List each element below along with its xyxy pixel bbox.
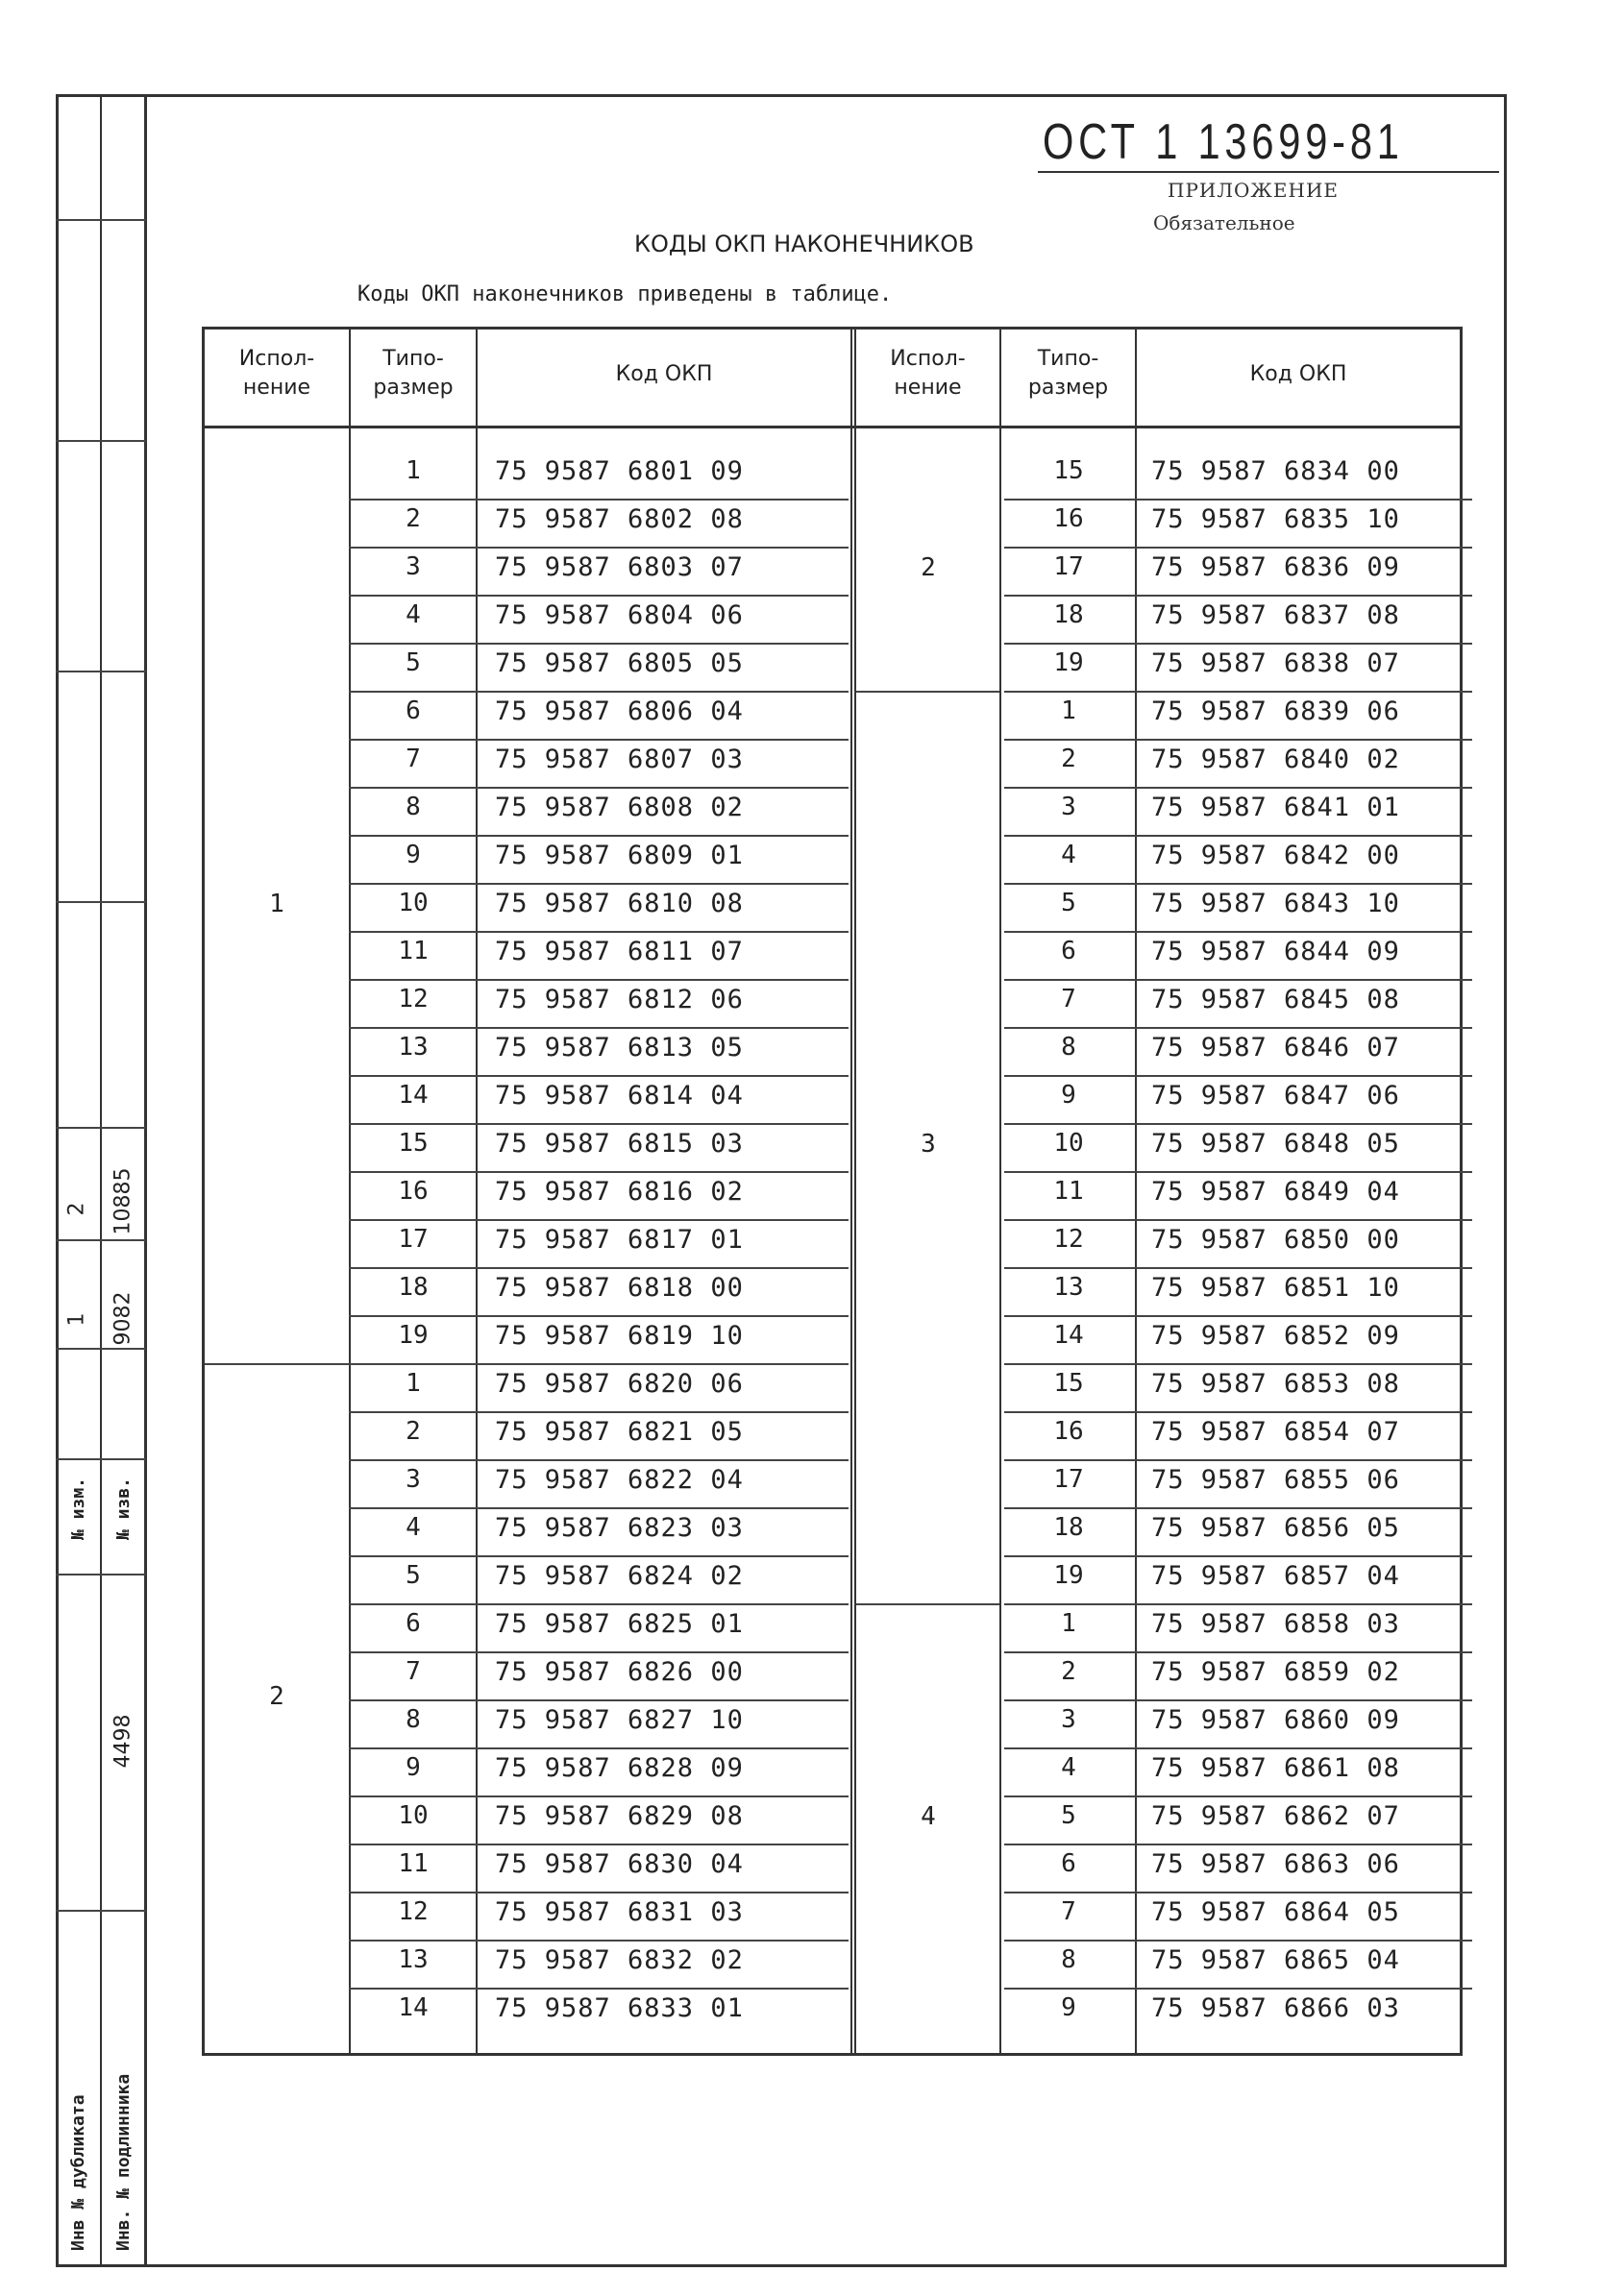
row-rule [1004, 1699, 1472, 1701]
tiporazmer-cell: 17 [1053, 1465, 1084, 1494]
okp-code-cell: 75 9587 6857 04 [1151, 1561, 1400, 1591]
page-title: КОДЫ ОКП НАКОНЕЧНИКОВ [634, 231, 974, 257]
tiporazmer-cell: 12 [398, 1897, 429, 1926]
tiporazmer-cell: 13 [398, 1033, 429, 1062]
okp-code-cell: 75 9587 6859 02 [1151, 1657, 1400, 1687]
okp-code-cell: 75 9587 6809 01 [495, 841, 744, 870]
tiporazmer-cell: 15 [398, 1129, 429, 1158]
okp-code-cell: 75 9587 6841 01 [1151, 793, 1400, 822]
okp-code-cell: 75 9587 6851 10 [1151, 1273, 1400, 1303]
okp-code-cell: 75 9587 6839 06 [1151, 696, 1400, 726]
row-rule [349, 1507, 849, 1509]
row-rule [349, 1747, 849, 1749]
tiporazmer-cell: 4 [1061, 1753, 1076, 1782]
tiporazmer-cell: 12 [398, 985, 429, 1014]
tiporazmer-cell: 7 [406, 745, 421, 773]
row-rule [1004, 1075, 1472, 1077]
okp-code-cell: 75 9587 6846 07 [1151, 1033, 1400, 1063]
table-center-divider [850, 330, 856, 2053]
row-rule [349, 691, 849, 693]
row-rule [349, 883, 849, 885]
tiporazmer-cell: 3 [406, 1465, 421, 1494]
row-rule [1004, 1747, 1472, 1749]
row-rule [1004, 1315, 1472, 1317]
tiporazmer-cell: 8 [406, 1705, 421, 1734]
tiporazmer-cell: 2 [1061, 745, 1076, 773]
okp-code-cell: 75 9587 6826 00 [495, 1657, 744, 1687]
strip-rule [56, 440, 146, 442]
izv-value: 10885 [111, 1167, 135, 1235]
okp-code-cell: 75 9587 6806 04 [495, 696, 744, 726]
row-rule [349, 1988, 849, 1990]
izv-label: № изв. [113, 1478, 134, 1541]
row-rule [1004, 499, 1472, 501]
ispolnenie-cell: 1 [269, 890, 284, 918]
row-rule [349, 643, 849, 645]
tiporazmer-cell: 9 [1061, 1081, 1076, 1110]
strip-rule [56, 1574, 146, 1575]
row-rule [349, 1267, 849, 1269]
row-rule [349, 1171, 849, 1173]
tiporazmer-cell: 7 [1061, 985, 1076, 1014]
okp-code-cell: 75 9587 6835 10 [1151, 504, 1400, 534]
okp-code-cell: 75 9587 6853 08 [1151, 1369, 1400, 1399]
tiporazmer-cell: 16 [1053, 504, 1084, 533]
inv-podl-label: Инв. № подлинника [113, 2073, 134, 2251]
okp-code-cell: 75 9587 6855 06 [1151, 1465, 1400, 1495]
tiporazmer-cell: 16 [1053, 1417, 1084, 1446]
row-rule [1004, 1555, 1472, 1557]
tiporazmer-cell: 7 [406, 1657, 421, 1686]
tiporazmer-cell: 2 [406, 1417, 421, 1446]
row-rule [349, 1411, 849, 1413]
tiporazmer-cell: 6 [406, 696, 421, 725]
header-ispolnenie: Испол- нение [890, 347, 966, 400]
tiporazmer-cell: 5 [1061, 1801, 1076, 1830]
okp-code-cell: 75 9587 6828 09 [495, 1753, 744, 1783]
header-kod-okp: Код ОКП [1249, 362, 1347, 386]
tiporazmer-cell: 8 [1061, 1945, 1076, 1974]
row-rule [1004, 1219, 1472, 1221]
ispolnenie-cell: 2 [269, 1682, 284, 1711]
row-rule [349, 1940, 849, 1942]
row-rule [1004, 739, 1472, 741]
row-rule [1004, 1844, 1472, 1845]
okp-code-cell: 75 9587 6805 05 [495, 648, 744, 678]
tiporazmer-cell: 6 [1061, 937, 1076, 965]
strip-rule [56, 1458, 146, 1460]
strip-divider [144, 94, 147, 2267]
row-rule [1004, 979, 1472, 981]
strip-rule [56, 1348, 146, 1350]
row-rule [1004, 1123, 1472, 1125]
tiporazmer-cell: 2 [1061, 1657, 1076, 1686]
izm-value: 2 [64, 1202, 89, 1216]
okp-code-cell: 75 9587 6830 04 [495, 1849, 744, 1879]
tiporazmer-cell: 11 [1053, 1177, 1084, 1206]
ispolnenie-cell: 4 [921, 1802, 936, 1831]
okp-code-cell: 75 9587 6864 05 [1151, 1897, 1400, 1927]
okp-code-cell: 75 9587 6829 08 [495, 1801, 744, 1831]
strip-rule [56, 219, 146, 221]
row-rule [1004, 643, 1472, 645]
tiporazmer-cell: 3 [406, 552, 421, 581]
tiporazmer-cell: 19 [1053, 1561, 1084, 1590]
tiporazmer-cell: 8 [1061, 1033, 1076, 1062]
tiporazmer-cell: 6 [406, 1609, 421, 1638]
okp-code-cell: 75 9587 6861 08 [1151, 1753, 1400, 1783]
strip-rule [56, 1910, 146, 1912]
intro-text: Коды ОКП наконечников приведены в таблице. [357, 282, 893, 306]
row-rule [1004, 1459, 1472, 1461]
row-rule [349, 979, 849, 981]
okp-code-cell: 75 9587 6824 02 [495, 1561, 744, 1591]
row-rule [1004, 883, 1472, 885]
okp-code-cell: 75 9587 6840 02 [1151, 745, 1400, 774]
row-rule [1004, 1363, 1472, 1365]
okp-code-cell: 75 9587 6804 06 [495, 600, 744, 630]
okp-code-cell: 75 9587 6833 01 [495, 1993, 744, 2023]
ispolnenie-cell: 2 [921, 553, 936, 582]
tiporazmer-cell: 10 [398, 889, 429, 917]
tiporazmer-cell: 10 [1053, 1129, 1084, 1158]
row-rule [1004, 787, 1472, 789]
tiporazmer-cell: 9 [406, 841, 421, 869]
column-rule [999, 330, 1001, 2053]
group-rule [856, 691, 999, 693]
okp-code-cell: 75 9587 6845 08 [1151, 985, 1400, 1014]
okp-code-cell: 75 9587 6822 04 [495, 1465, 744, 1495]
row-rule [1004, 1795, 1472, 1797]
okp-code-cell: 75 9587 6812 06 [495, 985, 744, 1014]
appendix-label: ПРИЛОЖЕНИЕ [1168, 179, 1339, 202]
header-ispolnenie: Испол- нение [238, 347, 315, 400]
row-rule [1004, 691, 1472, 693]
tiporazmer-cell: 4 [406, 600, 421, 629]
okp-code-cell: 75 9587 6834 00 [1151, 456, 1400, 486]
row-rule [349, 1555, 849, 1557]
tiporazmer-cell: 7 [1061, 1897, 1076, 1926]
standard-code: ОСТ 1 13699-81 [1043, 114, 1404, 170]
izm-value: 1 [64, 1312, 89, 1327]
tiporazmer-cell: 12 [1053, 1225, 1084, 1254]
tiporazmer-cell: 10 [398, 1801, 429, 1830]
okp-code-cell: 75 9587 6854 07 [1151, 1417, 1400, 1447]
okp-code-cell: 75 9587 6802 08 [495, 504, 744, 534]
group-rule [205, 1363, 349, 1365]
okp-code-cell: 75 9587 6866 03 [1151, 1993, 1400, 2023]
okp-code-cell: 75 9587 6803 07 [495, 552, 744, 582]
tiporazmer-cell: 13 [398, 1945, 429, 1974]
header-kod-okp: Код ОКП [615, 362, 713, 386]
row-rule [349, 1459, 849, 1461]
row-rule [1004, 931, 1472, 933]
okp-code-cell: 75 9587 6865 04 [1151, 1945, 1400, 1975]
row-rule [349, 1892, 849, 1893]
row-rule [1004, 1940, 1472, 1942]
tiporazmer-cell: 13 [1053, 1273, 1084, 1302]
okp-code-cell: 75 9587 6849 04 [1151, 1177, 1400, 1207]
row-rule [1004, 1171, 1472, 1173]
row-rule [349, 1075, 849, 1077]
okp-code-cell: 75 9587 6842 00 [1151, 841, 1400, 870]
okp-code-cell: 75 9587 6807 03 [495, 745, 744, 774]
tiporazmer-cell: 1 [406, 456, 421, 485]
tiporazmer-cell: 17 [1053, 552, 1084, 581]
okp-code-cell: 75 9587 6811 07 [495, 937, 744, 966]
strip-rule [56, 1127, 146, 1129]
tiporazmer-cell: 1 [1061, 696, 1076, 725]
row-rule [349, 1795, 849, 1797]
okp-code-cell: 75 9587 6814 04 [495, 1081, 744, 1111]
okp-code-cell: 75 9587 6843 10 [1151, 889, 1400, 918]
row-rule [349, 1123, 849, 1125]
row-rule [1004, 1651, 1472, 1653]
okp-code-cell: 75 9587 6838 07 [1151, 648, 1400, 678]
strip-divider [100, 94, 102, 2267]
row-rule [349, 595, 849, 597]
okp-code-cell: 75 9587 6856 05 [1151, 1513, 1400, 1543]
row-rule [349, 787, 849, 789]
okp-code-cell: 75 9587 6850 00 [1151, 1225, 1400, 1255]
okp-code-cell: 75 9587 6863 06 [1151, 1849, 1400, 1879]
row-rule [349, 1603, 849, 1605]
row-rule [349, 1844, 849, 1845]
row-rule [1004, 1988, 1472, 1990]
okp-code-cell: 75 9587 6844 09 [1151, 937, 1400, 966]
okp-code-cell: 75 9587 6847 06 [1151, 1081, 1400, 1111]
row-rule [1004, 1507, 1472, 1509]
row-rule [349, 1363, 849, 1365]
strip-rule [56, 1239, 146, 1241]
header-tiporazmer: Типо- размер [1027, 347, 1109, 400]
okp-code-cell: 75 9587 6862 07 [1151, 1801, 1400, 1831]
header-rule [205, 426, 1460, 428]
tiporazmer-cell: 3 [1061, 1705, 1076, 1734]
row-rule [349, 931, 849, 933]
tiporazmer-cell: 1 [406, 1369, 421, 1398]
tiporazmer-cell: 3 [1061, 793, 1076, 821]
tiporazmer-cell: 5 [406, 648, 421, 677]
tiporazmer-cell: 18 [1053, 600, 1084, 629]
row-rule [349, 739, 849, 741]
row-rule [1004, 1027, 1472, 1029]
header-underline [1038, 171, 1499, 173]
okp-code-cell: 75 9587 6808 02 [495, 793, 744, 822]
okp-code-cell: 75 9587 6858 03 [1151, 1609, 1400, 1639]
okp-code-cell: 75 9587 6819 10 [495, 1321, 744, 1351]
tiporazmer-cell: 2 [406, 504, 421, 533]
group-rule [856, 1603, 999, 1605]
tiporazmer-cell: 19 [1053, 648, 1084, 677]
tiporazmer-cell: 9 [1061, 1993, 1076, 2022]
tiporazmer-cell: 15 [1053, 456, 1084, 485]
column-rule [476, 330, 478, 2053]
tiporazmer-cell: 14 [1053, 1321, 1084, 1350]
tiporazmer-cell: 14 [398, 1081, 429, 1110]
tiporazmer-cell: 6 [1061, 1849, 1076, 1878]
left-margin-strip [56, 94, 146, 2267]
tiporazmer-cell: 16 [398, 1177, 429, 1206]
row-rule [349, 499, 849, 501]
tiporazmer-cell: 11 [398, 1849, 429, 1878]
izm-label: № изм. [68, 1478, 88, 1541]
okp-code-cell: 75 9587 6852 09 [1151, 1321, 1400, 1351]
row-rule [1004, 595, 1472, 597]
okp-code-cell: 75 9587 6801 09 [495, 456, 744, 486]
tiporazmer-cell: 5 [1061, 889, 1076, 917]
okp-code-cell: 75 9587 6860 09 [1151, 1705, 1400, 1735]
okp-code-cell: 75 9587 6848 05 [1151, 1129, 1400, 1159]
okp-code-cell: 75 9587 6821 05 [495, 1417, 744, 1447]
inv-dubl-label: Инв № дубликата [68, 2094, 88, 2251]
tiporazmer-cell: 5 [406, 1561, 421, 1590]
okp-code-cell: 75 9587 6836 09 [1151, 552, 1400, 582]
strip-rule [56, 901, 146, 903]
row-rule [1004, 1603, 1472, 1605]
row-rule [349, 547, 849, 549]
okp-code-cell: 75 9587 6823 03 [495, 1513, 744, 1543]
inv-podl-value: 4498 [111, 1714, 135, 1769]
okp-code-cell: 75 9587 6827 10 [495, 1705, 744, 1735]
row-rule [349, 835, 849, 837]
row-rule [349, 1315, 849, 1317]
okp-code-table [202, 327, 1463, 2056]
row-rule [349, 1651, 849, 1653]
okp-code-cell: 75 9587 6837 08 [1151, 600, 1400, 630]
row-rule [1004, 1267, 1472, 1269]
row-rule [1004, 547, 1472, 549]
row-rule [349, 1699, 849, 1701]
tiporazmer-cell: 17 [398, 1225, 429, 1254]
okp-code-cell: 75 9587 6810 08 [495, 889, 744, 918]
row-rule [1004, 1411, 1472, 1413]
column-rule [1135, 330, 1137, 2053]
tiporazmer-cell: 1 [1061, 1609, 1076, 1638]
tiporazmer-cell: 18 [1053, 1513, 1084, 1542]
row-rule [349, 1219, 849, 1221]
appendix-status: Обязательное [1153, 211, 1295, 234]
tiporazmer-cell: 9 [406, 1753, 421, 1782]
okp-code-cell: 75 9587 6815 03 [495, 1129, 744, 1159]
row-rule [349, 1027, 849, 1029]
okp-code-cell: 75 9587 6813 05 [495, 1033, 744, 1063]
okp-code-cell: 75 9587 6825 01 [495, 1609, 744, 1639]
okp-code-cell: 75 9587 6831 03 [495, 1897, 744, 1927]
okp-code-cell: 75 9587 6816 02 [495, 1177, 744, 1207]
tiporazmer-cell: 4 [1061, 841, 1076, 869]
tiporazmer-cell: 14 [398, 1993, 429, 2022]
okp-code-cell: 75 9587 6832 02 [495, 1945, 744, 1975]
tiporazmer-cell: 15 [1053, 1369, 1084, 1398]
strip-rule [56, 671, 146, 672]
okp-code-cell: 75 9587 6820 06 [495, 1369, 744, 1399]
okp-code-cell: 75 9587 6817 01 [495, 1225, 744, 1255]
tiporazmer-cell: 11 [398, 937, 429, 965]
row-rule [1004, 835, 1472, 837]
tiporazmer-cell: 18 [398, 1273, 429, 1302]
okp-code-cell: 75 9587 6818 00 [495, 1273, 744, 1303]
tiporazmer-cell: 19 [398, 1321, 429, 1350]
izv-value: 9082 [111, 1291, 135, 1346]
row-rule [1004, 1892, 1472, 1893]
header-tiporazmer: Типо- размер [373, 347, 454, 400]
tiporazmer-cell: 8 [406, 793, 421, 821]
ispolnenie-cell: 3 [921, 1130, 936, 1159]
tiporazmer-cell: 4 [406, 1513, 421, 1542]
